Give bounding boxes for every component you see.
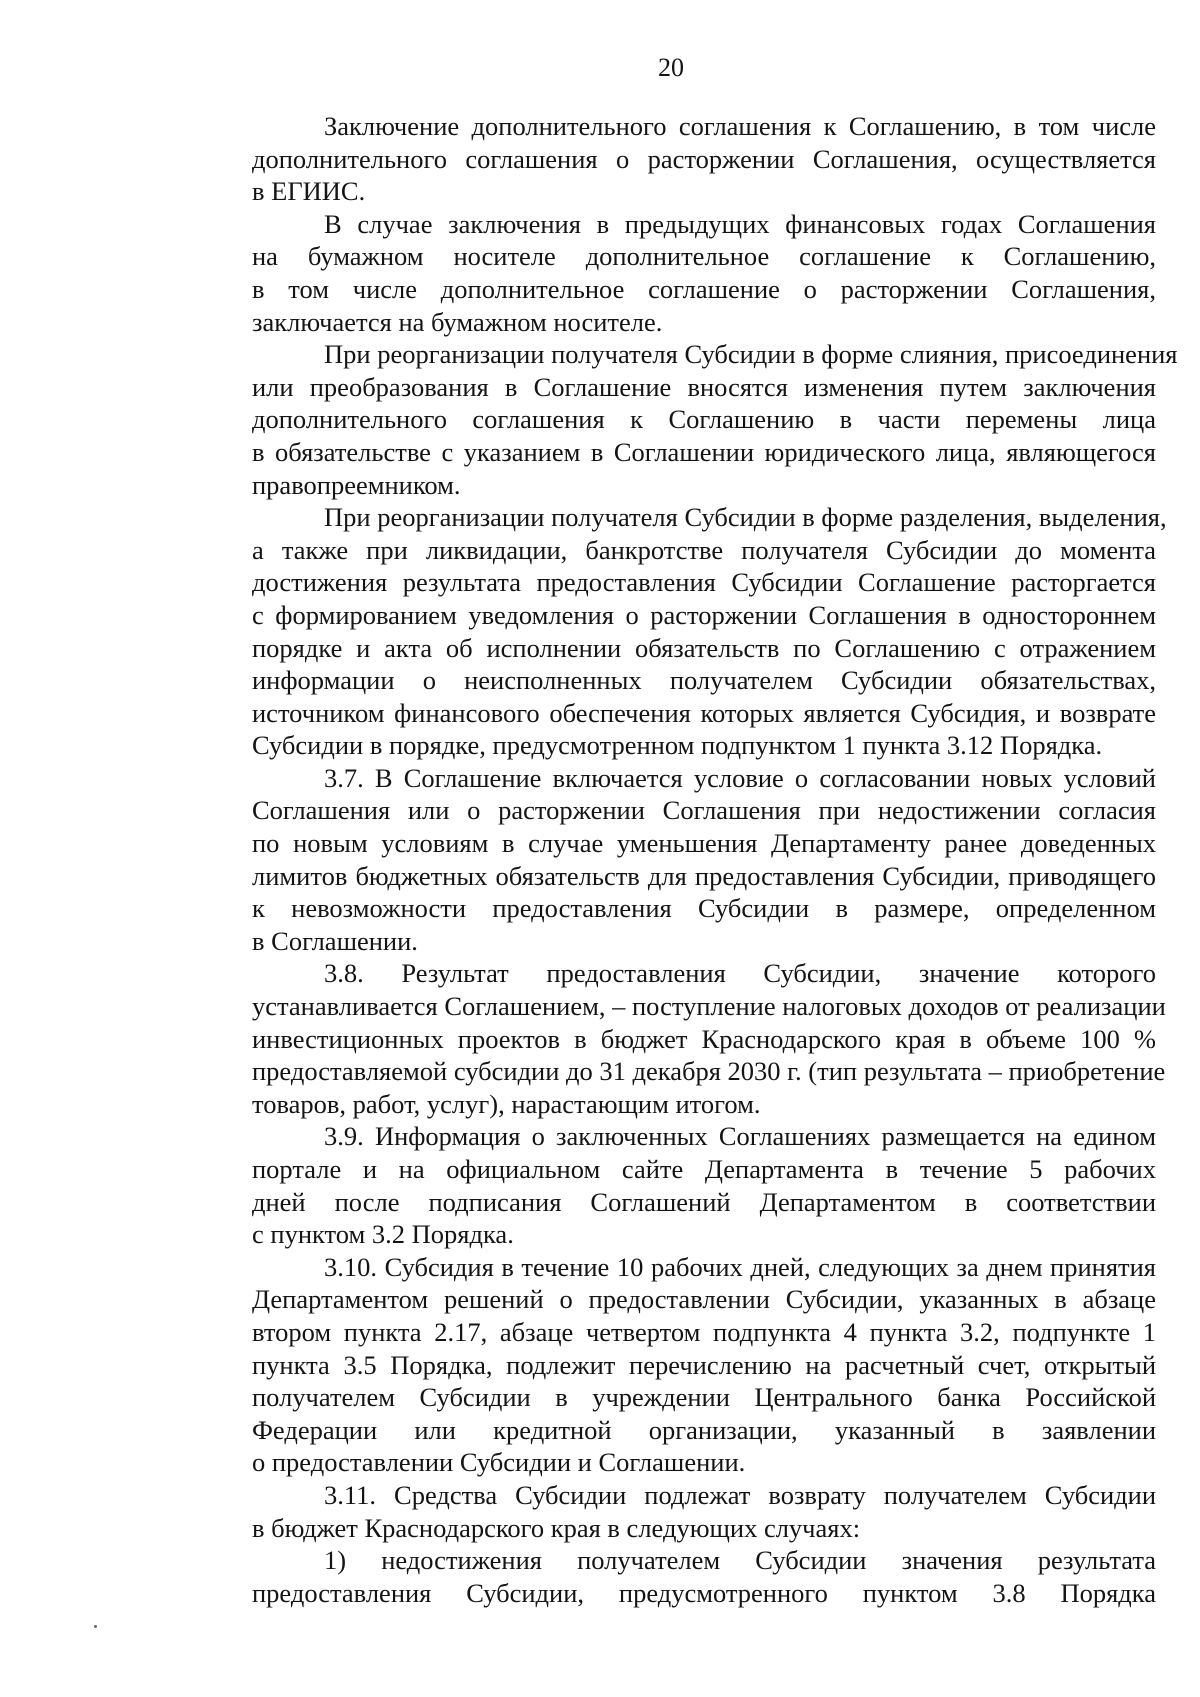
text-line: о предоставлении Субсидии и Соглашении. (252, 1447, 746, 1478)
paragraph (180, 208, 1156, 338)
paragraph (180, 110, 1156, 208)
text-line: к невозможности предоставления Субсидии в размере, определенном (252, 893, 1156, 924)
text-line: дополнительного соглашения о расторжении Соглашения, осуществляется (252, 143, 1156, 174)
text-line: портале и на официальном сайте Департамента в течение 5 рабочих (252, 1154, 1156, 1184)
paragraph (180, 1251, 1156, 1479)
text-line: заключается на бумажном носителе. (252, 306, 663, 337)
text-line: в том числе дополнительное соглашение о расторжении Соглашения, (252, 273, 1156, 304)
text-line: товаров, работ, услуг), нарастающим итогом. (252, 1088, 761, 1119)
text-line: по новым условиям в случае уменьшения Департаменту ранее доведенных (252, 828, 1156, 859)
text-line: устанавливается Соглашением, – поступление налоговых доходов от реализации (252, 991, 1166, 1022)
text-line: правопреемником. (252, 469, 461, 500)
text-line: 1) недостижения получателем Субсидии значения результата (324, 1545, 1156, 1576)
text-line: При реорганизации получателя Субсидии в форме слияния, присоединения (324, 339, 1178, 370)
text-line: информации о неисполненных получателем Субсидии обязательствах, (252, 665, 1156, 696)
paragraph (180, 1479, 1156, 1544)
paragraph (180, 1120, 1156, 1250)
text-line: а также при ликвидации, банкротстве получателя Субсидии до момента (252, 534, 1156, 565)
paragraph (180, 501, 1167, 762)
paragraph (180, 957, 1166, 1120)
text-line: источником финансового обеспечения которых является Субсидия, и возврате (252, 697, 1156, 728)
text-line: В случае заключения в предыдущих финансовых годах Соглашения (324, 208, 1156, 239)
text-line: предоставления Субсидии, предусмотренного пунктом 3.8 Порядка (252, 1577, 1156, 1608)
text-line: пункта 3.5 Порядка, подлежит перечислению на расчетный счет, открытый (252, 1349, 1156, 1380)
text-line: Субсидии в порядке, предусмотренном подпунктом 1 пункта 3.12 Порядка. (252, 730, 1103, 761)
text-line: При реорганизации получателя Субсидии в форме разделения, выделения, (324, 502, 1167, 533)
text-line: Соглашения или о расторжении Соглашения при недостижении согласия (252, 795, 1156, 826)
page-number: 20 (658, 53, 684, 82)
text-line: 3.11. Средства Субсидии подлежат возврату получателем Субсидии (324, 1479, 1156, 1510)
text-line: 3.7. В Соглашение включается условие о согласовании новых условий (324, 762, 1156, 793)
text-line: 3.8. Результат предоставления Субсидии, значение которого (324, 958, 1156, 989)
text-line: с формированием уведомления о расторжении Соглашения в одностороннем (252, 599, 1156, 630)
text-line: в ЕГИИС. (252, 176, 366, 207)
text-line: в обязательстве с указанием в Соглашении юридического лица, являющегося (252, 436, 1156, 467)
document-body (180, 110, 1178, 1609)
text-line: дней после подписания Соглашений Департаментом в соответствии (252, 1186, 1156, 1217)
text-line: достижения результата предоставления Субсидии Соглашение расторгается (252, 567, 1156, 598)
text-line: 3.10. Субсидия в течение 10 рабочих дней, следующих за днем принятия (324, 1251, 1156, 1282)
scan-speck (94, 1625, 97, 1628)
text-line: получателем Субсидии в учреждении Центрального банка Российской (252, 1382, 1156, 1413)
text-line: дополнительного соглашения к Соглашению в части перемены лица (252, 404, 1156, 435)
text-line: предоставляемой субсидии до 31 декабря 2030 г. (тип результата – приобретение (252, 1056, 1166, 1087)
paragraph (180, 1544, 1156, 1609)
text-line: в бюджет Краснодарского края в следующих случаях: (252, 1512, 861, 1543)
text-line: на бумажном носителе дополнительное соглашение к Соглашению, (252, 241, 1156, 272)
text-line: Федерации или кредитной организации, указанный в заявлении (252, 1414, 1156, 1445)
text-line: втором пункта 2.17, абзаце четвертом подпункта 4 пункта 3.2, подпункте 1 (252, 1316, 1156, 1347)
paragraph (180, 338, 1178, 501)
text-line: в Соглашении. (252, 925, 418, 956)
text-line: или преобразования в Соглашение вносятся изменения путем заключения (252, 371, 1156, 402)
text-line: порядке и акта об исполнении обязательств по Соглашению с отражением (252, 632, 1156, 663)
text-line: инвестиционных проектов в бюджет Краснодарского края в объеме 100 % (252, 1023, 1156, 1054)
text-line: 3.9. Информация о заключенных Соглашениях размещается на едином (324, 1121, 1156, 1152)
text-line: лимитов бюджетных обязательств для предоставления Субсидии, приводящего (252, 860, 1156, 891)
text-line: Департаментом решений о предоставлении Субсидии, указанных в абзаце (252, 1284, 1156, 1315)
text-line: с пунктом 3.2 Порядка. (252, 1219, 514, 1250)
paragraph (180, 762, 1156, 958)
text-line: Заключение дополнительного соглашения к Соглашению, в том числе (324, 111, 1156, 141)
